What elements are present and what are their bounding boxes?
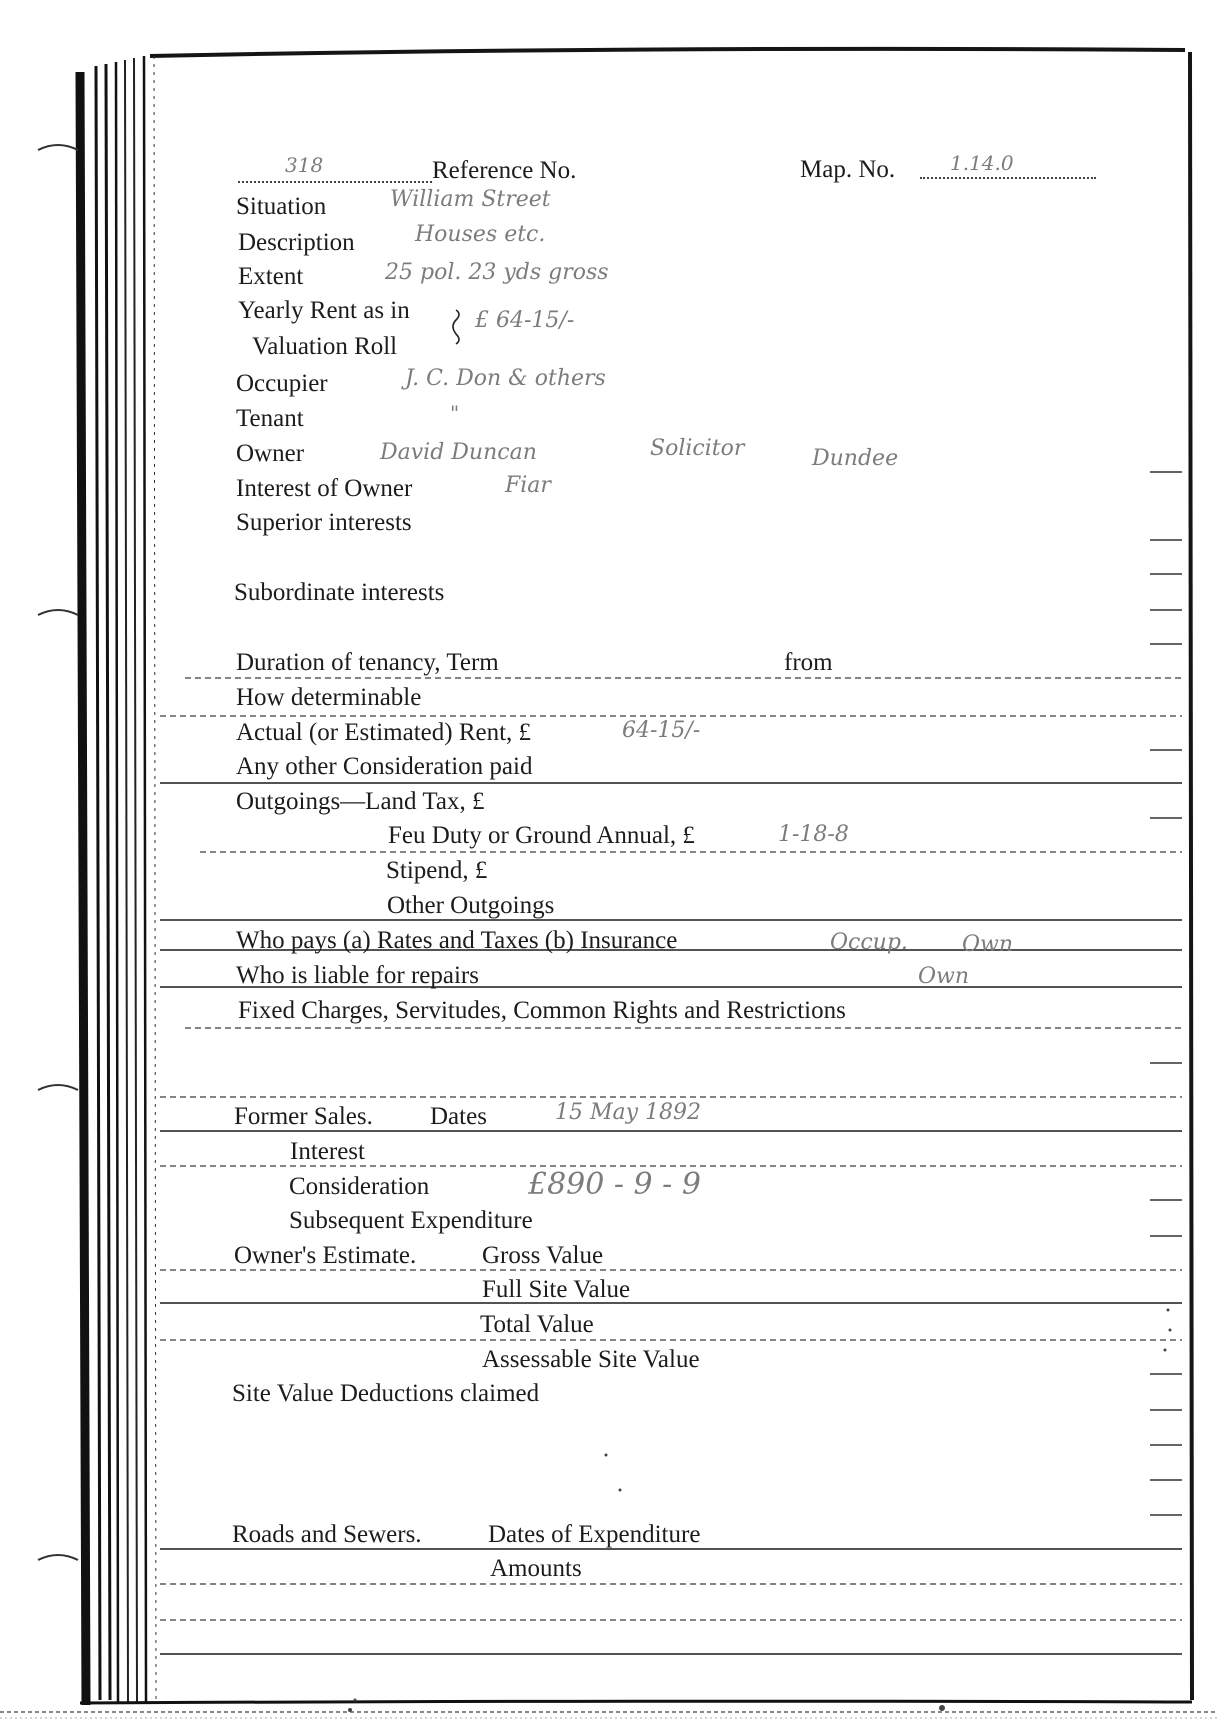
former-sales-label: Former Sales.	[234, 1103, 373, 1130]
dates-value: 15 May 1892	[555, 1100, 702, 1125]
superior-interests-label: Superior interests	[236, 509, 412, 536]
interest-label: Interest	[290, 1138, 365, 1165]
subordinate-interests-label: Subordinate interests	[234, 579, 445, 606]
situation-value: William Street	[390, 187, 551, 212]
assessable-site-value-label: Assessable Site Value	[482, 1346, 700, 1373]
yearly-rent-label-line2: Valuation Roll	[252, 333, 398, 360]
reference-dotted-line	[238, 181, 432, 183]
actual-rent-value: 64-15/-	[622, 718, 701, 743]
extent-value: 25 pol. 23 yds gross	[385, 260, 609, 285]
dates-label: Dates	[430, 1103, 487, 1130]
description-label: Description	[238, 229, 355, 256]
fixed-charges-label: Fixed Charges, Servitudes, Common Rights and Restrictions	[238, 997, 846, 1024]
dates-of-expenditure-label: Dates of Expenditure	[488, 1521, 701, 1548]
other-consideration-label: Any other Consideration paid	[236, 753, 533, 780]
situation-label: Situation	[236, 193, 327, 220]
who-pays-label: Who pays (a) Rates and Taxes (b) Insurance	[236, 927, 678, 954]
map-label: Map. No.	[800, 156, 896, 183]
map-value: 1.14.0	[950, 151, 1014, 175]
gross-value-label: Gross Value	[482, 1242, 604, 1269]
how-determinable-label: How determinable	[236, 684, 422, 711]
feu-duty-label: Feu Duty or Ground Annual, £	[388, 822, 695, 849]
who-pays-insurance-value: Own	[962, 932, 1014, 957]
repairs-label: Who is liable for repairs	[236, 962, 479, 989]
feu-duty-value: 1-18-8	[778, 822, 849, 847]
total-value-label: Total Value	[480, 1311, 594, 1338]
owner-place: Dundee	[812, 446, 899, 471]
subsequent-expenditure-label: Subsequent Expenditure	[289, 1207, 533, 1234]
actual-rent-label: Actual (or Estimated) Rent, £	[236, 719, 532, 746]
occupier-value: J. C. Don & others	[405, 366, 606, 391]
who-pays-rates-value: Occup.	[830, 930, 908, 955]
owners-estimate-label: Owner's Estimate.	[234, 1242, 417, 1269]
full-site-value-label: Full Site Value	[482, 1276, 631, 1303]
yearly-rent-value: £ 64-15/-	[475, 308, 575, 333]
owner-occupation: Solicitor	[650, 436, 745, 461]
tenant-label: Tenant	[236, 405, 304, 432]
interest-of-owner-value: Fiar	[505, 473, 551, 498]
interest-of-owner-label: Interest of Owner	[236, 475, 413, 502]
extent-label: Extent	[238, 263, 304, 290]
occupier-label: Occupier	[236, 370, 328, 397]
map-dotted-line	[920, 177, 1096, 179]
site-value-deductions-label: Site Value Deductions claimed	[232, 1380, 540, 1407]
reference-label: Reference No.	[432, 157, 577, 184]
other-outgoings-label: Other Outgoings	[387, 892, 555, 919]
yearly-rent-label-line1: Yearly Rent as in	[238, 297, 410, 324]
description-value: Houses etc.	[415, 222, 546, 247]
roads-and-sewers-label: Roads and Sewers.	[232, 1521, 422, 1548]
duration-of-tenancy-label: Duration of tenancy, Term	[236, 649, 499, 676]
tenant-ditto-mark: "	[450, 401, 460, 425]
from-label: from	[784, 649, 833, 676]
reference-value: 318	[285, 153, 324, 177]
amounts-label: Amounts	[490, 1555, 582, 1582]
owner-name: David Duncan	[380, 440, 537, 465]
consideration-label: Consideration	[289, 1173, 430, 1200]
outgoings-land-tax-label: Outgoings—Land Tax, £	[236, 788, 485, 815]
owner-label: Owner	[236, 440, 305, 467]
repairs-value: Own	[918, 964, 970, 989]
stipend-label: Stipend, £	[386, 857, 488, 884]
consideration-value: £890 - 9 - 9	[528, 1167, 701, 1202]
